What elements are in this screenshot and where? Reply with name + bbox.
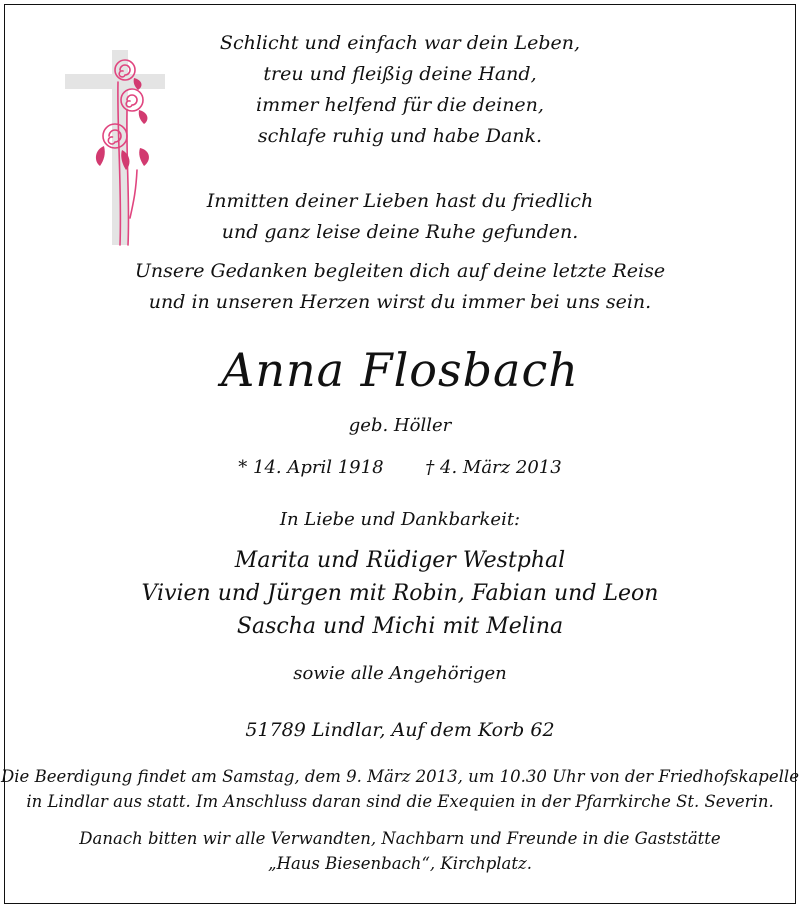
funeral-line: in Lindlar aus statt. Im Anschluss daran sind die Exequien in der Pfarrkirche St. Severin.: [26, 792, 774, 811]
reception-line: Danach bitten wir alle Verwandten, Nachbarn und Freunde in die Gaststätte: [79, 829, 721, 848]
death-date: † 4. März 2013: [425, 457, 562, 478]
poem-line: treu und fleißig deine Hand,: [263, 63, 537, 85]
poem-line: Unsere Gedanken begleiten dich auf deine letzte Reise: [134, 260, 666, 282]
funeral-line: Die Beerdigung findet am Samstag, dem 9. März 2013, um 10.30 Uhr von der Friedhofskapelle: [1, 767, 799, 786]
family-line: Marita und Rüdiger Westphal: [234, 548, 566, 573]
family-line: Sascha und Michi mit Melina: [236, 614, 564, 639]
address: 51789 Lindlar, Auf dem Korb 62: [245, 719, 555, 741]
family-list: [0, 544, 800, 643]
funeral-notice: [0, 764, 800, 814]
deceased-name: Anna Flosbach: [221, 343, 579, 397]
poem-stanza-2: [0, 186, 800, 248]
poem-line: Schlicht und einfach war dein Leben,: [219, 32, 581, 54]
birth-date: * 14. April 1918: [238, 457, 384, 478]
relatives-line: sowie alle Angehörigen: [293, 663, 507, 684]
life-dates: [0, 454, 800, 482]
poem-line: Inmitten deiner Lieben hast du friedlich: [206, 190, 594, 212]
birth-name: geb. Höller: [348, 415, 452, 436]
poem-line: und in unseren Herzen wirst du immer bei uns sein.: [148, 291, 652, 313]
poem-line: immer helfend für die deinen,: [256, 94, 544, 116]
poem-line: und ganz leise deine Ruhe gefunden.: [221, 221, 579, 243]
family-line: Vivien und Jürgen mit Robin, Fabian und Leon: [141, 581, 659, 606]
poem-stanza-1: [0, 28, 800, 152]
reception-line: „Haus Biesenbach“, Kirchplatz.: [268, 854, 532, 873]
poem-line: schlafe ruhig und habe Dank.: [257, 125, 543, 147]
reception-notice: [0, 826, 800, 876]
poem-stanza-3: [0, 256, 800, 318]
mourners-intro: In Liebe und Dankbarkeit:: [279, 509, 521, 530]
